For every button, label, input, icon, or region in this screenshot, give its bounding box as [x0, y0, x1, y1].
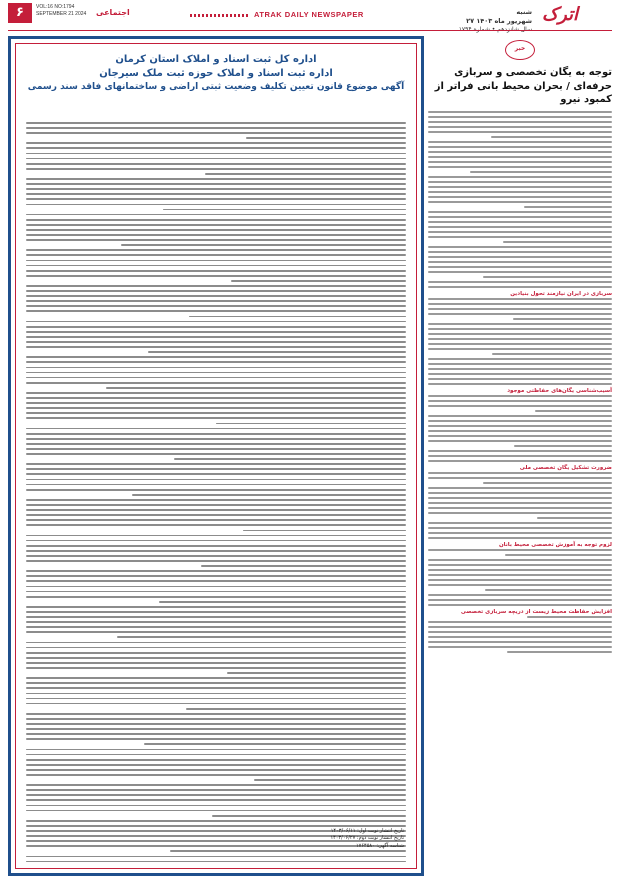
text-line — [201, 565, 406, 567]
text-line — [26, 499, 406, 501]
text-line — [26, 122, 406, 124]
text-line — [26, 310, 406, 312]
text-line — [26, 295, 406, 297]
text-line — [26, 484, 406, 486]
text-line — [26, 127, 406, 129]
text-line — [26, 642, 406, 644]
text-line — [106, 387, 406, 389]
news-badge: خبر — [505, 40, 535, 60]
text-line — [428, 328, 612, 330]
text-line — [524, 206, 612, 208]
text-line — [26, 132, 406, 134]
text-line — [26, 662, 406, 664]
text-line — [514, 445, 612, 447]
text-line — [254, 779, 406, 781]
text-line — [26, 764, 406, 766]
text-line — [26, 234, 406, 236]
text-line — [428, 492, 612, 494]
text-line — [428, 594, 612, 596]
text-line — [26, 433, 406, 435]
text-line — [26, 178, 406, 180]
text-line — [26, 463, 406, 465]
text-line — [26, 856, 406, 858]
text-line — [26, 550, 406, 552]
text-line — [26, 519, 406, 521]
text-line — [428, 176, 612, 178]
text-line — [428, 477, 612, 479]
text-line — [26, 591, 406, 593]
notice-title-1: اداره کل ثبت اسناد و املاک استان کرمان — [115, 54, 317, 65]
text-line — [428, 343, 612, 345]
text-line — [428, 126, 612, 128]
text-line — [26, 718, 406, 720]
text-line — [26, 147, 406, 149]
article-body-1 — [428, 111, 612, 288]
notice-inner-frame — [15, 43, 417, 869]
text-line — [26, 626, 406, 628]
text-line — [170, 850, 406, 852]
text-line — [26, 596, 406, 598]
article-subhead: لزوم توجه به آموزش تخصصی محیط بانان — [498, 541, 612, 548]
notice-title-3: آگهی موضوع قانون تعیین تکلیف وضعیت ثبتی اراضی و ساختمانهای فاقد سند رسمی — [27, 82, 405, 92]
section-title: اجتماعی — [96, 8, 130, 17]
text-line — [537, 517, 612, 519]
text-line — [26, 728, 406, 730]
newspaper-logo — [542, 4, 606, 30]
text-line — [26, 509, 406, 511]
text-line — [26, 631, 406, 633]
text-line — [26, 586, 406, 588]
text-line — [428, 631, 612, 633]
issue-date: ۲۷ شهریور ماه ۱۴۰۳ — [466, 16, 532, 25]
article-headline: توجه به یگان تخصصی و سربازی حرفه‌ای / بحران محیط بانی فراتر از کمبود نیرو — [434, 67, 612, 105]
text-line — [26, 570, 406, 572]
text-line — [26, 698, 406, 700]
article-body-2 — [428, 298, 612, 385]
text-line — [163, 209, 406, 211]
text-line — [428, 368, 612, 370]
text-line — [428, 236, 612, 238]
text-line — [26, 784, 406, 786]
text-line — [26, 545, 406, 547]
text-line — [428, 151, 612, 153]
article-subhead: سربازی در ایران نیازمند تحول بنیادین — [510, 290, 612, 297]
text-line — [26, 657, 406, 659]
text-line — [428, 584, 612, 586]
text-line — [26, 204, 406, 206]
text-line — [26, 560, 406, 562]
text-line — [428, 569, 612, 571]
logo-text: اترک — [542, 4, 579, 25]
text-line — [428, 216, 612, 218]
text-line — [428, 549, 612, 551]
text-line — [26, 412, 406, 414]
article-column — [428, 36, 612, 877]
text-line — [26, 693, 406, 695]
text-line — [428, 420, 612, 422]
text-line — [189, 316, 406, 318]
text-line — [507, 651, 612, 653]
text-line — [428, 430, 612, 432]
text-line — [26, 468, 406, 470]
text-line — [26, 260, 406, 262]
text-line — [428, 502, 612, 504]
text-line — [428, 450, 612, 452]
text-line — [26, 285, 406, 287]
text-line — [117, 636, 406, 638]
text-line — [26, 810, 406, 812]
text-line — [428, 271, 612, 273]
text-line — [428, 378, 612, 380]
text-line — [26, 769, 406, 771]
text-line — [428, 440, 612, 442]
text-line — [428, 497, 612, 499]
text-line — [26, 540, 406, 542]
text-line — [492, 353, 612, 355]
text-line — [26, 825, 406, 827]
text-line — [428, 313, 612, 315]
masthead — [0, 0, 620, 28]
text-line — [159, 601, 406, 603]
weekday: شنبه — [516, 8, 532, 16]
text-line — [26, 479, 406, 481]
text-line — [26, 794, 406, 796]
text-line — [428, 363, 612, 365]
text-line — [428, 303, 612, 305]
text-line — [26, 789, 406, 791]
text-line — [428, 487, 612, 489]
text-line — [26, 453, 406, 455]
text-line — [26, 667, 406, 669]
text-line — [231, 280, 406, 282]
text-line — [428, 348, 612, 350]
text-line — [26, 555, 406, 557]
text-line — [428, 166, 612, 168]
text-line — [26, 265, 406, 267]
text-line — [26, 142, 406, 144]
text-line — [26, 275, 406, 277]
text-line — [26, 224, 406, 226]
article-subhead: افزایش حفاظت محیط زیست از دریچه سربازی تخصصی — [460, 608, 612, 615]
text-line — [26, 524, 406, 526]
text-line — [428, 281, 612, 283]
text-line — [428, 626, 612, 628]
article-subhead: آسیب‌شناسی یگان‌های حفاظتی موجود — [507, 387, 612, 394]
text-line — [227, 672, 406, 674]
text-line — [428, 226, 612, 228]
text-line — [428, 141, 612, 143]
text-line — [26, 448, 406, 450]
text-line — [26, 219, 406, 221]
text-line — [428, 579, 612, 581]
text-line — [428, 507, 612, 509]
text-line — [26, 647, 406, 649]
text-line — [485, 589, 612, 591]
text-line — [26, 514, 406, 516]
text-line — [428, 298, 612, 300]
text-line — [26, 153, 406, 155]
text-line — [26, 158, 406, 160]
text-line — [428, 111, 612, 113]
text-line — [26, 611, 406, 613]
text-line — [26, 372, 406, 374]
text-line — [26, 397, 406, 399]
text-line — [26, 326, 406, 328]
text-line — [527, 616, 612, 618]
text-line — [216, 423, 406, 425]
text-line — [26, 682, 406, 684]
text-line — [428, 116, 612, 118]
text-line — [26, 805, 406, 807]
text-line — [26, 677, 406, 679]
masthead-divider — [8, 30, 612, 31]
text-line — [26, 749, 406, 751]
text-line — [428, 559, 612, 561]
article-body-3 — [428, 395, 612, 462]
text-line — [132, 494, 406, 496]
text-line — [428, 221, 612, 223]
text-line — [26, 183, 406, 185]
text-line — [246, 137, 406, 139]
legal-notice-box — [8, 36, 424, 876]
text-line — [26, 188, 406, 190]
text-line — [121, 244, 406, 246]
text-line — [428, 415, 612, 417]
brand-english: ATRAK DAILY NEWSPAPER — [190, 10, 364, 19]
text-line — [26, 535, 406, 537]
text-line — [428, 400, 612, 402]
text-line — [428, 266, 612, 268]
text-line — [428, 395, 612, 397]
text-line — [428, 527, 612, 529]
text-line — [26, 321, 406, 323]
notice-publish-date-1: تاریخ انتشار نوبت اول: ۱۴۰۳/۰۶/۱۱ — [330, 827, 404, 834]
text-line — [428, 181, 612, 183]
text-line — [26, 621, 406, 623]
article-subhead: ضرورت تشکیل یگان تخصصی ملی — [519, 464, 612, 471]
text-line — [174, 458, 406, 460]
text-line — [428, 574, 612, 576]
text-line — [428, 161, 612, 163]
text-line — [428, 641, 612, 643]
notice-footer — [330, 828, 404, 851]
text-line — [483, 276, 612, 278]
text-line — [26, 249, 406, 251]
text-line — [428, 532, 612, 534]
text-line — [428, 435, 612, 437]
text-line — [26, 346, 406, 348]
text-line — [26, 163, 406, 165]
article-body-6 — [428, 616, 612, 653]
text-line — [144, 743, 406, 745]
text-line — [26, 861, 406, 863]
text-line — [26, 341, 406, 343]
text-line — [428, 522, 612, 524]
text-line — [535, 410, 612, 412]
text-line — [26, 168, 406, 170]
text-line — [26, 652, 406, 654]
text-line — [26, 713, 406, 715]
text-line — [26, 239, 406, 241]
text-line — [428, 405, 612, 407]
text-line — [428, 425, 612, 427]
text-line — [26, 193, 406, 195]
text-line — [503, 241, 612, 243]
text-line — [26, 392, 406, 394]
text-line — [26, 428, 406, 430]
text-line — [428, 201, 612, 203]
text-line — [26, 214, 406, 216]
text-line — [26, 356, 406, 358]
text-line — [428, 604, 612, 606]
text-line — [428, 323, 612, 325]
text-line — [26, 738, 406, 740]
text-line — [428, 512, 612, 514]
text-line — [428, 186, 612, 188]
text-line — [26, 300, 406, 302]
text-line — [428, 196, 612, 198]
text-line — [428, 191, 612, 193]
text-line — [26, 402, 406, 404]
text-line — [26, 438, 406, 440]
text-line — [26, 382, 406, 384]
text-line — [26, 473, 406, 475]
text-line — [428, 146, 612, 148]
text-line — [428, 246, 612, 248]
text-line — [26, 575, 406, 577]
text-line — [26, 407, 406, 409]
text-line — [428, 211, 612, 213]
text-line — [428, 333, 612, 335]
text-line — [26, 254, 406, 256]
text-line — [26, 703, 406, 705]
text-line — [470, 171, 612, 173]
text-line — [428, 383, 612, 385]
text-line — [428, 286, 612, 288]
text-line — [428, 261, 612, 263]
text-line — [26, 270, 406, 272]
text-line — [26, 754, 406, 756]
text-line — [26, 687, 406, 689]
text-line — [26, 489, 406, 491]
text-line — [428, 231, 612, 233]
text-line — [26, 774, 406, 776]
notice-body — [26, 122, 406, 866]
text-line — [26, 229, 406, 231]
text-line — [26, 336, 406, 338]
text-line — [428, 460, 612, 462]
text-line — [26, 417, 406, 419]
text-line — [212, 815, 406, 817]
text-line — [26, 367, 406, 369]
text-line — [428, 646, 612, 648]
text-line — [205, 173, 406, 175]
text-line — [26, 198, 406, 200]
text-line — [26, 799, 406, 801]
text-line — [26, 504, 406, 506]
text-line — [428, 636, 612, 638]
text-line — [26, 305, 406, 307]
notice-publish-date-2: تاریخ انتشار نوبت دوم: ۱۴۰۳/۰۶/۲۷ — [330, 835, 404, 841]
text-line — [483, 482, 612, 484]
notice-id: شناسه آگهی: ۱۷۶۴۵۸۰ — [355, 842, 404, 849]
article-body-4 — [428, 472, 612, 539]
text-line — [505, 554, 612, 556]
text-line — [26, 580, 406, 582]
text-line — [428, 308, 612, 310]
text-line — [26, 733, 406, 735]
text-line — [428, 373, 612, 375]
text-line — [243, 530, 406, 532]
text-line — [26, 759, 406, 761]
text-line — [513, 318, 612, 320]
text-line — [428, 131, 612, 133]
text-line — [148, 351, 406, 353]
article-body-5 — [428, 549, 612, 606]
text-line — [428, 251, 612, 253]
text-line — [428, 564, 612, 566]
text-line — [26, 290, 406, 292]
text-line — [428, 599, 612, 601]
text-line — [428, 455, 612, 457]
text-line — [428, 472, 612, 474]
text-line — [26, 331, 406, 333]
text-line — [428, 621, 612, 623]
text-line — [428, 338, 612, 340]
text-line — [26, 723, 406, 725]
text-line — [26, 377, 406, 379]
text-line — [26, 443, 406, 445]
text-line — [491, 136, 612, 138]
page-meta — [36, 4, 86, 18]
text-line — [26, 820, 406, 822]
text-line — [26, 616, 406, 618]
text-line — [186, 708, 406, 710]
text-line — [26, 606, 406, 608]
page-number: ۶ — [8, 3, 32, 23]
notice-title-2: اداره ثبت اسناد و املاک حوزه ثبت ملک سیرجان — [99, 68, 333, 79]
english-date: SEPTEMBER 21 2024 — [36, 10, 87, 17]
text-line — [26, 361, 406, 363]
text-line — [428, 537, 612, 539]
volume-number: VOL:16 NO:1794 — [36, 4, 75, 10]
text-line — [428, 358, 612, 360]
text-line — [428, 256, 612, 258]
text-line — [428, 156, 612, 158]
text-line — [428, 121, 612, 123]
